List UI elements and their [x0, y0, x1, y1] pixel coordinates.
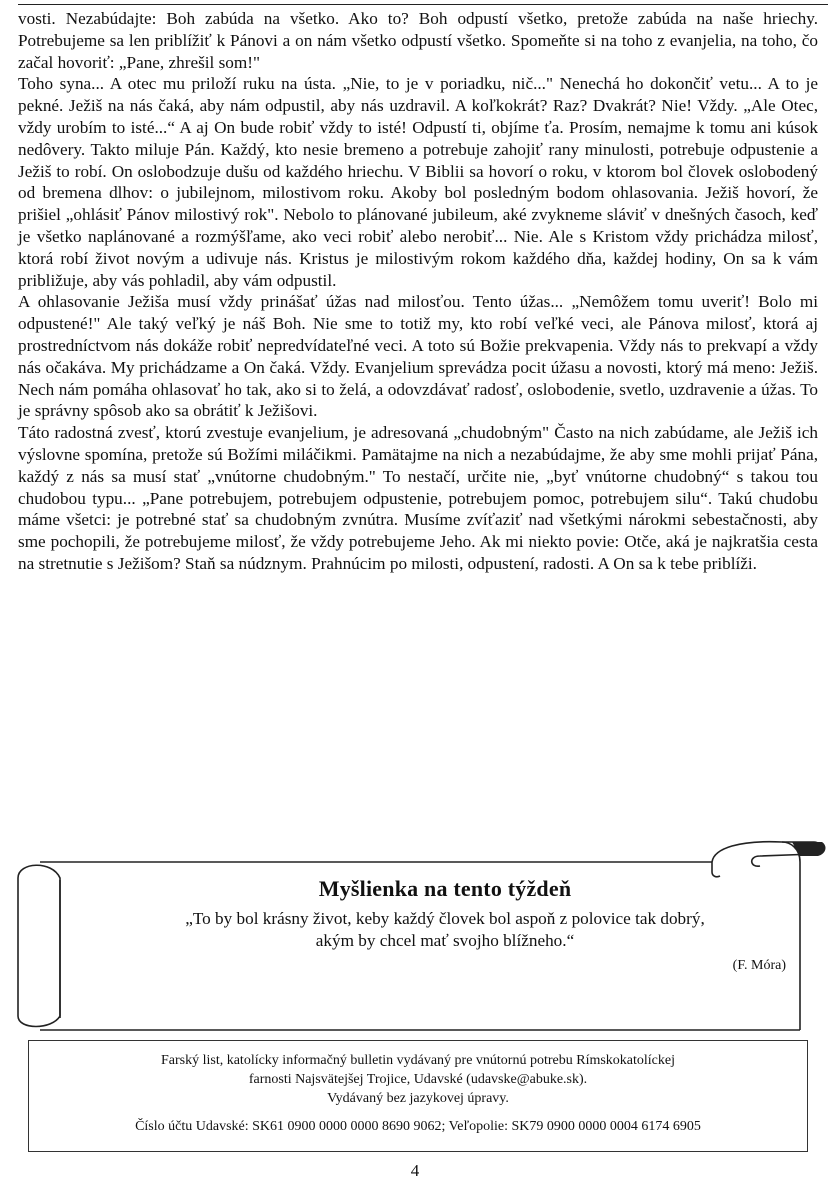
imprint-line-3: Vydávaný bez jazykovej úpravy.: [327, 1091, 509, 1106]
article-paragraph: Toho syna... A otec mu priloží ruku na ústa. „Nie, to je v poriadku, nič..." Nenechá ho dokončiť vetu... A to je pekné. Ježiš na nás čaká, aby nám odpustil, aby nás uzdravil. A koľkokrát? Raz? Dvakrát? Nie! Vždy. „Ale Otec, vždy urobím to isté...“ A aj On bude robiť vždy to isté! Odpustí ti, objíme ťa. Prosím, nemajme k tomu ani kúsok nedôvery. Takto miluje Pán. Každý, kto nesie bremeno a potrebuje zahojiť rany minulosti, potrebuje odpustenie a Ježiš to robí. On oslobodzuje dušu od každého hriechu. V Biblii sa hovorí o roku, v ktorom bol človek oslobodený od bremena dlhov: o jubilejnom, milostivom roku. Akoby bol posledným bodom ohlasovania. Ježiš hovorí, že prišiel „ohlásiť Pánov milostivý rok". Nebolo to plánované jubileum, aké zvykneme sláviť v dnešných časoch, keď je všetko naplánované a rozmýšľame, ako veci robiť alebo nerobiť... Nie. Ale s Kristom vždy prichádza milosť, ktorá robí život novým a udivuje nás. Kristus je milostivým rokom každého dňa, každej hodiny, On sa k vám približuje, aby vás pohladil, aby vám odpustil.: [18, 74, 818, 290]
page-number: 4: [410, 1161, 420, 1180]
imprint-line-1: Farský list, katolícky informačný bulletin vydávaný pre vnútornú potrebu Rímskokatolíckej: [160, 1053, 675, 1068]
imprint-box: [28, 1040, 808, 1152]
weekly-thought-author: (F. Móra): [732, 958, 786, 973]
weekly-thought-quote-line-1: „To by bol krásny život, keby každý človek bol aspoň z polovice tak dobrý,: [185, 909, 705, 928]
imprint-line-2: farnosti Najsvätejšej Trojice, Udavské (udavske@abuke.sk).: [248, 1072, 588, 1087]
weekly-thought-quote-line-2: akým by chcel mať svojho blížneho.“: [315, 931, 575, 950]
article-paragraph: vosti. Nezabúdajte: Boh zabúda na všetko. Ako to? Boh odpustí všetko, pretože zabúda na naše hriechy. Potrebujeme sa len priblížiť k Pánovi a on nám všetko odpustí všetko. Spomeňte si na toho z evanjelia, na toho, čo začal hovoriť: „Pane, zhrešil som!": [18, 9, 818, 72]
imprint-bank-accounts: Číslo účtu Udavské: SK61 0900 0000 0000 8690 9062; Veľopolie: SK79 0900 0000 0004 6174 6905: [135, 1119, 701, 1134]
weekly-thought-title: Myšlienka na tento týždeň: [318, 876, 572, 901]
article-paragraph: A ohlasovanie Ježiša musí vždy prinášať úžas nad milosťou. Tento úžas... „Nemôžem tomu uveriť! Bolo mi odpustené!" Ale taký veľký je náš Boh. Nie sme to totiž my, kto robí veľké veci, ale Pánova milosť, ktorá aj prostredníctvom nás dokáže robiť nepredvídateľné veci. A toto sú Božie prekvapenia. Vždy nás to prekvapí a vždy nás očakáva. My prichádzame a On čaká. Vždy. Evanjelium sprevádza pocit úžasu a novosti, ktorý má meno: Ježiš. Nech nám pomáha ohlasovať ho tak, ako si to želá, a odovzdávať radosť, oslobodenie, svetlo, uzdravenie a úžas. To je správny spôsob ako sa obrátiť k Ježišovi.: [18, 292, 818, 421]
weekly-thought: [100, 876, 790, 974]
article-paragraph: Táto radostná zvesť, ktorú zvestuje evanjelium, je adresovaná „chudobným" Často na nich zabúdame, ale Ježiš ich výslovne spomína, pretože sú Božími miláčikmi. Pamätajme na nich a nezabúdajme, že aby sme mohli prijať Pána, každý z nás sa musí stať „vnútorne chudobným." To nestačí, určite nie, „byť vnútorne chudobný“ s takou tou chudobou typu... „Pane potrebujem, potrebujem odpustenie, potrebujem pomoc, potrebujem silu“. Takú chudobu máme všetci: je potrebné stať sa chudobným zvnútra. Musíme zvíťaziť nad všetkými nárokmi sebestačnosti, aby sme pochopili, že potrebujeme milosť, že vždy potrebujeme Jeho. Ak mi niekto povie: Otče, aká je najkratšia cesta na stretnutie s Ježišom? Staň sa núdznym. Prahnúcim po milosti, odpustení, radosti. A On sa k tebe priblíži.: [18, 423, 818, 573]
